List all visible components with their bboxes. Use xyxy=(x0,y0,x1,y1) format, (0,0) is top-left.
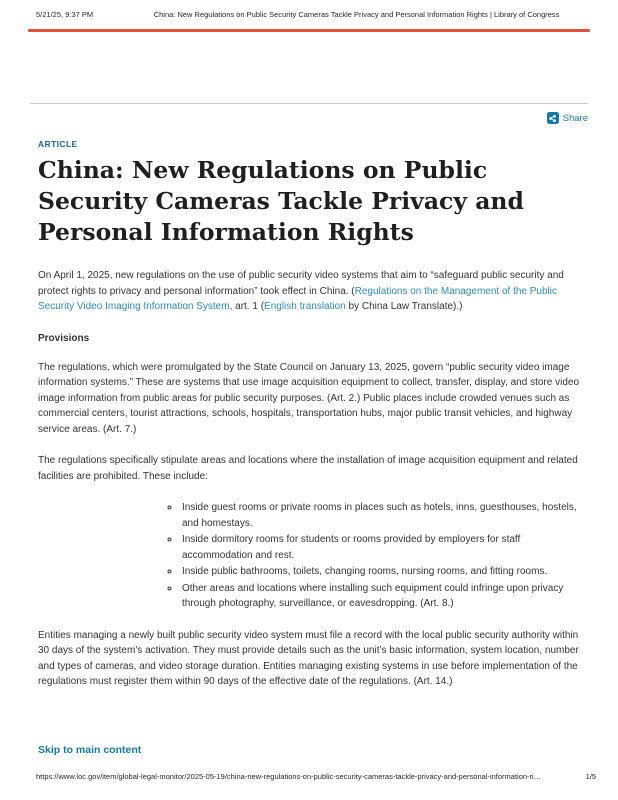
prohibited-locations-list xyxy=(38,500,579,612)
skip-to-main-content-link[interactable]: Skip to main content xyxy=(38,744,142,756)
share-label: Share xyxy=(562,112,588,124)
content-divider xyxy=(30,103,588,104)
print-footer-url: https://www.loc.gov/item/global-legal-monitor/2025-05-19/china-new-regulations-on-public-security-cameras-tackle-privacy-and-personal-information-ri… xyxy=(36,772,542,781)
paragraph-prohibited-intro: The regulations specifically stipulate areas and locations where the installation of image acquisition equipment and related facilities are prohibited. These include: xyxy=(38,455,578,482)
intro-text-2: , art. 1 ( xyxy=(229,301,265,312)
page-title: China: New Regulations on Public Security Cameras Tackle Privacy and Personal Information Rights xyxy=(38,156,524,246)
list-item: ◦ Inside dormitory rooms for students or rooms provided by employers for staff accommodation and rest. xyxy=(180,532,579,563)
paragraph-regulations-scope: The regulations, which were promulgated by the State Council on January 13, 2025, govern “public security video image information systems.” These are systems that use image acquisition equipment to collect, transfer, display, and store video image information from public areas for public security purposes. (Art. 2.) Public places include crowded venues such as commercial centers, tourist attractions, schools, hospitals, transportation hubs, major public transit vehicles, and highway service areas. (Art. 7.) xyxy=(38,361,580,435)
regulations-link[interactable]: Regulations on the Management of the Public Security Video Imaging Information System xyxy=(38,285,557,312)
provisions-heading: Provisions xyxy=(38,332,90,344)
share-button[interactable] xyxy=(547,112,588,124)
page-indicator: 1/5 xyxy=(585,772,596,781)
print-footer xyxy=(36,772,596,781)
list-item: ◦ Other areas and locations where installing such equipment could infringe upon privacy through photography, surveillance, or eavesdropping. (Art. 8.) xyxy=(180,581,579,612)
list-item: ◦ Inside guest rooms or private rooms in places such as hotels, inns, guesthouses, hostels, and homestays. xyxy=(180,500,579,531)
print-datetime: 5/21/25, 9:37 PM xyxy=(36,10,94,19)
english-translation-link[interactable]: English translation xyxy=(264,301,346,312)
paragraph-filing-requirements: Entities managing a newly built public security video system must file a record with the local public security authority within 30 days of the system’s activation. They must provide details such as the unit’s basic information, system location, number and types of cameras, and video storage duration. Entities managing existing systems in use before implementation of the regulations must register them within 90 days of the effective date of the regulations. (Art. 14.) xyxy=(38,629,579,687)
list-item: ◦ Inside public bathrooms, toilets, changing rooms, nursing rooms, and fitting rooms. xyxy=(180,564,579,580)
share-nodes-icon xyxy=(547,112,559,124)
article-content xyxy=(38,139,579,706)
intro-text-1: On April 1, 2025, new regulations on the use of public security video systems that aim to “safeguard public security and protect rights to privacy and personal information” took effect in China. ( xyxy=(38,270,564,297)
intro-text-3: by China Law Translate).) xyxy=(345,301,463,312)
top-red-rule xyxy=(28,29,590,32)
article-kicker: ARTICLE xyxy=(38,139,78,149)
intro-paragraph xyxy=(38,268,579,315)
print-document-title: China: New Regulations on Public Security Cameras Tackle Privacy and Personal Information Rights | Library of Congress xyxy=(153,10,560,19)
print-header xyxy=(36,10,590,19)
